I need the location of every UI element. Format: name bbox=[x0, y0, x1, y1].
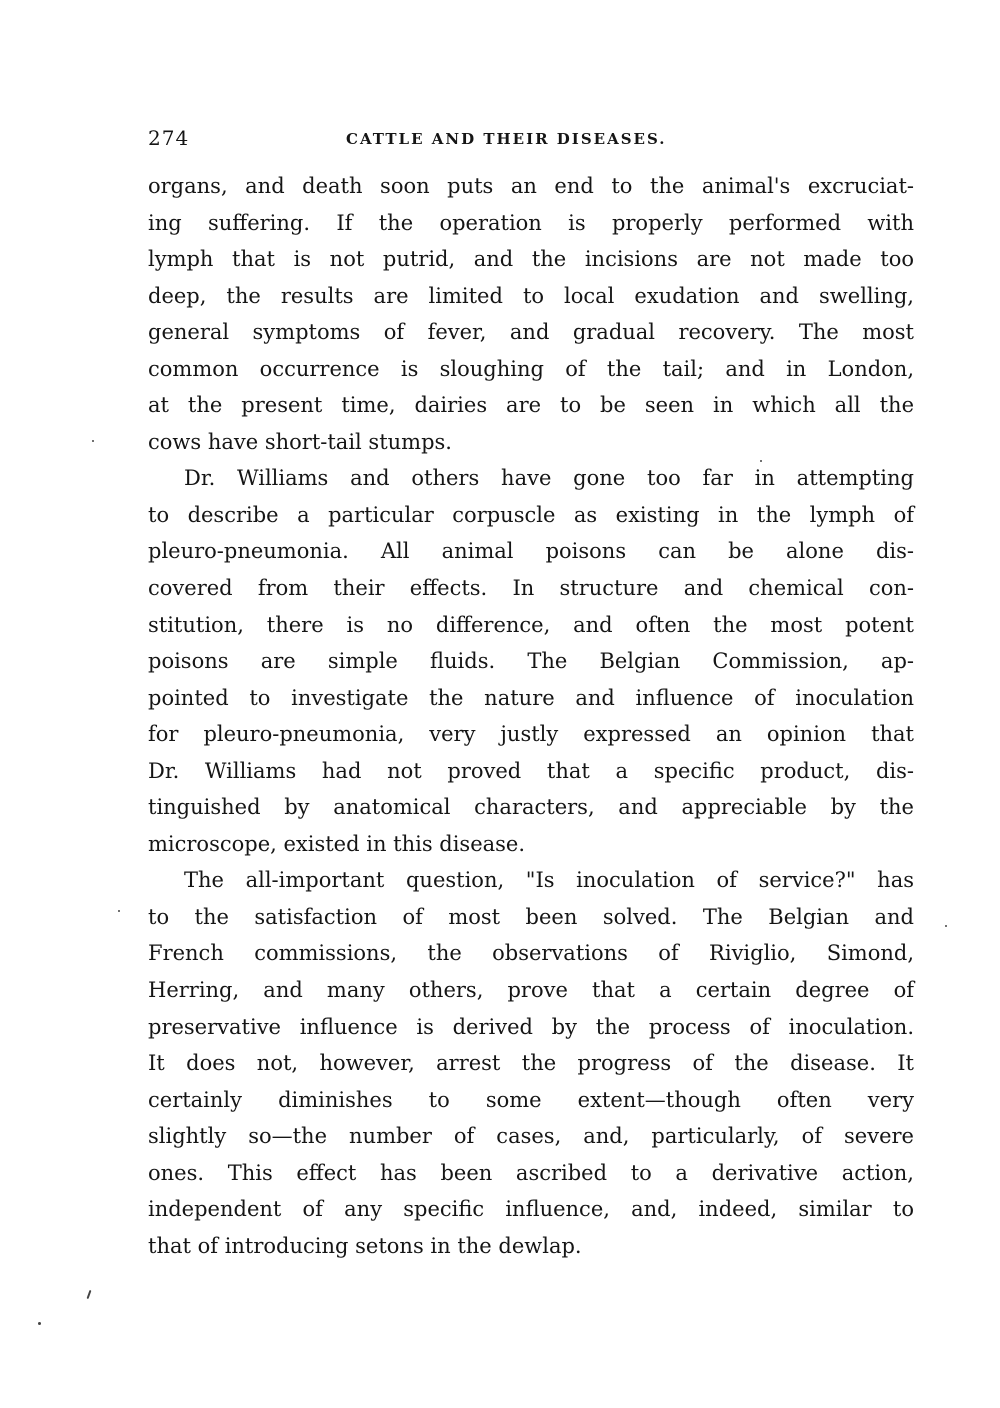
body-text bbox=[148, 168, 914, 1264]
text-line: pleuro-pneumonia. All animal poisons can be alone dis- bbox=[148, 539, 914, 564]
text-line: common occurrence is sloughing of the tail; and in London, bbox=[148, 356, 914, 381]
text-line: general symptoms of fever, and gradual recovery. The most bbox=[148, 320, 914, 345]
text-line: Dr. Williams had not proved that a specific product, dis- bbox=[148, 758, 914, 783]
text-line: stitution, there is no difference, and often the most potent bbox=[148, 612, 914, 637]
text-line: certainly diminishes to some extent—though often very bbox=[148, 1087, 914, 1112]
text-line: The all-important question, "Is inoculation of service?" has bbox=[184, 868, 914, 893]
text-line: Herring, and many others, prove that a certain degree of bbox=[148, 978, 914, 1003]
scan-speck bbox=[38, 1322, 41, 1325]
scan-speck bbox=[92, 440, 94, 442]
paragraph-3 bbox=[148, 862, 914, 1264]
paragraph-1 bbox=[148, 168, 914, 460]
text-line: It does not, however, arrest the progress of the disease. It bbox=[148, 1051, 914, 1076]
text-line: that of introducing setons in the dewlap. bbox=[148, 1233, 582, 1258]
text-line: organs, and death soon puts an end to the animal's excruciat- bbox=[148, 174, 914, 198]
text-line: covered from their effects. In structure and chemical con- bbox=[148, 576, 914, 601]
text-line: to describe a particular corpuscle as existing in the lymph of bbox=[148, 502, 914, 527]
text-line: ing suffering. If the operation is properly performed with bbox=[148, 210, 914, 235]
page-header bbox=[148, 126, 916, 156]
text-line: microscope, existed in this disease. bbox=[148, 831, 526, 856]
text-line: to the satisfaction of most been solved. The Belgian and bbox=[148, 904, 914, 929]
text-line: lymph that is not putrid, and the incisions are not made too bbox=[148, 247, 914, 272]
text-line: cows have short-tail stumps. bbox=[148, 429, 452, 454]
text-line: deep, the results are limited to local exudation and swelling, bbox=[148, 283, 914, 308]
page-number: 274 bbox=[148, 126, 190, 150]
text-line: independent of any specific influence, and, indeed, similar to bbox=[148, 1197, 914, 1222]
text-line: poisons are simple fluids. The Belgian Commission, ap- bbox=[148, 649, 914, 674]
text-line: for pleuro-pneumonia, very justly expressed an opinion that bbox=[148, 722, 914, 747]
scan-speck bbox=[118, 910, 120, 912]
text-line: preservative influence is derived by the process of inoculation. bbox=[148, 1014, 914, 1039]
text-line: Dr. Williams and others have gone too far in attempting bbox=[184, 466, 914, 491]
text-line: French commissions, the observations of Riviglio, Simond, bbox=[148, 941, 914, 966]
paragraph-2 bbox=[148, 460, 914, 862]
text-line: tinguished by anatomical characters, and appreciable by the bbox=[148, 795, 914, 820]
text-line: at the present time, dairies are to be seen in which all the bbox=[148, 393, 914, 418]
scan-speck bbox=[87, 1290, 92, 1299]
running-head: CATTLE AND THEIR DISEASES. bbox=[346, 130, 667, 148]
text-line: ones. This effect has been ascribed to a derivative action, bbox=[148, 1160, 914, 1185]
text-line: slightly so—the number of cases, and, particularly, of severe bbox=[148, 1124, 914, 1149]
text-line: pointed to investigate the nature and influence of inoculation bbox=[148, 685, 914, 710]
scan-speck bbox=[945, 925, 947, 927]
scan-speck bbox=[760, 460, 762, 462]
